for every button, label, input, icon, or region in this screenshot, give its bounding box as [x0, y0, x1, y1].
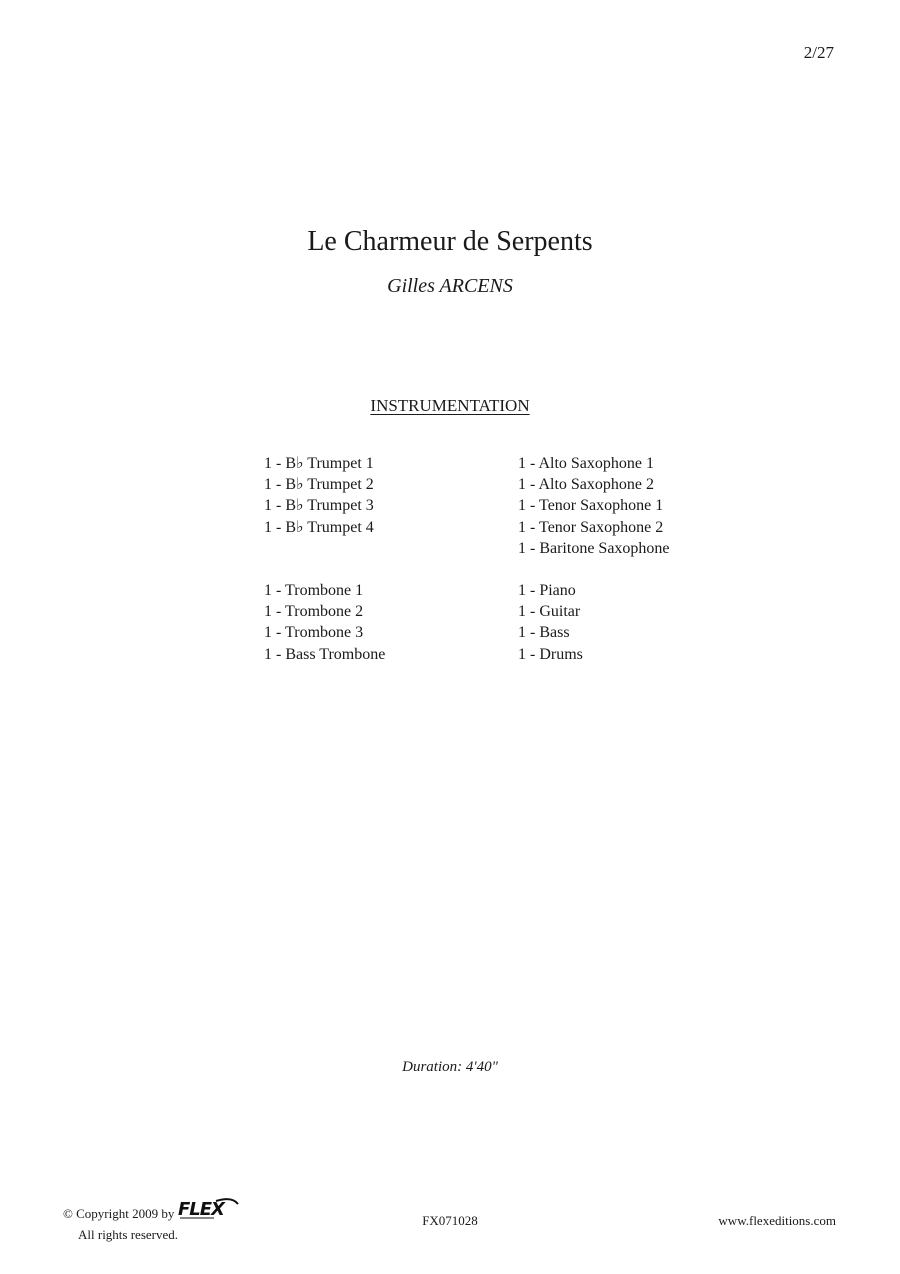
duration: Duration: 4'40" — [402, 1059, 498, 1075]
composer-name: Gilles ARCENS — [387, 275, 513, 297]
catalog-code: FX071028 — [422, 1213, 478, 1228]
instrument-item: 1 - B♭ Trumpet 3 — [264, 497, 374, 515]
instrument-item: 1 - Trombone 1 — [264, 582, 364, 599]
trumpet-list — [264, 453, 374, 538]
instrument-item: 1 - Bass Trombone — [264, 645, 386, 663]
instrument-item: 1 - B♭ Trumpet 1 — [264, 455, 374, 472]
website-link[interactable]: www.flexeditions.com — [718, 1213, 836, 1228]
instrument-item: 1 - Piano — [518, 582, 576, 599]
instrumentation-heading-text: INSTRUMENTATION — [370, 396, 530, 415]
instrument-item: 1 - B♭ Trumpet 2 — [264, 476, 374, 494]
piece-title: Le Charmeur de Serpents — [307, 226, 593, 257]
rhythm-section-list — [518, 580, 583, 665]
rights-text: All rights reserved. — [78, 1227, 179, 1242]
instrument-item: 1 - Trombone 3 — [264, 624, 364, 642]
trombone-list — [264, 580, 385, 665]
instrument-item: 1 - Tenor Saxophone 2 — [518, 518, 664, 536]
instrument-item: 1 - Bass — [518, 624, 570, 642]
instrument-item: 1 - Tenor Saxophone 1 — [518, 497, 664, 515]
instrument-item: 1 - Drums — [518, 645, 583, 663]
instrument-item: 1 - B♭ Trumpet 4 — [264, 518, 374, 536]
instrument-item: 1 - Alto Saxophone 2 — [518, 476, 654, 494]
page-number: 2/27 — [803, 43, 834, 62]
instrument-item: 1 - Trombone 2 — [264, 603, 364, 621]
copyright-text: © Copyright 2009 by — [63, 1206, 175, 1221]
saxophone-list — [518, 453, 670, 559]
instrument-item: 1 - Guitar — [518, 603, 581, 621]
instrument-item: 1 - Alto Saxophone 1 — [518, 455, 654, 472]
instrumentation-heading — [0, 396, 900, 416]
svg-text:FLEX: FLEX — [178, 1199, 225, 1220]
instrument-item: 1 - Baritone Saxophone — [518, 539, 670, 557]
